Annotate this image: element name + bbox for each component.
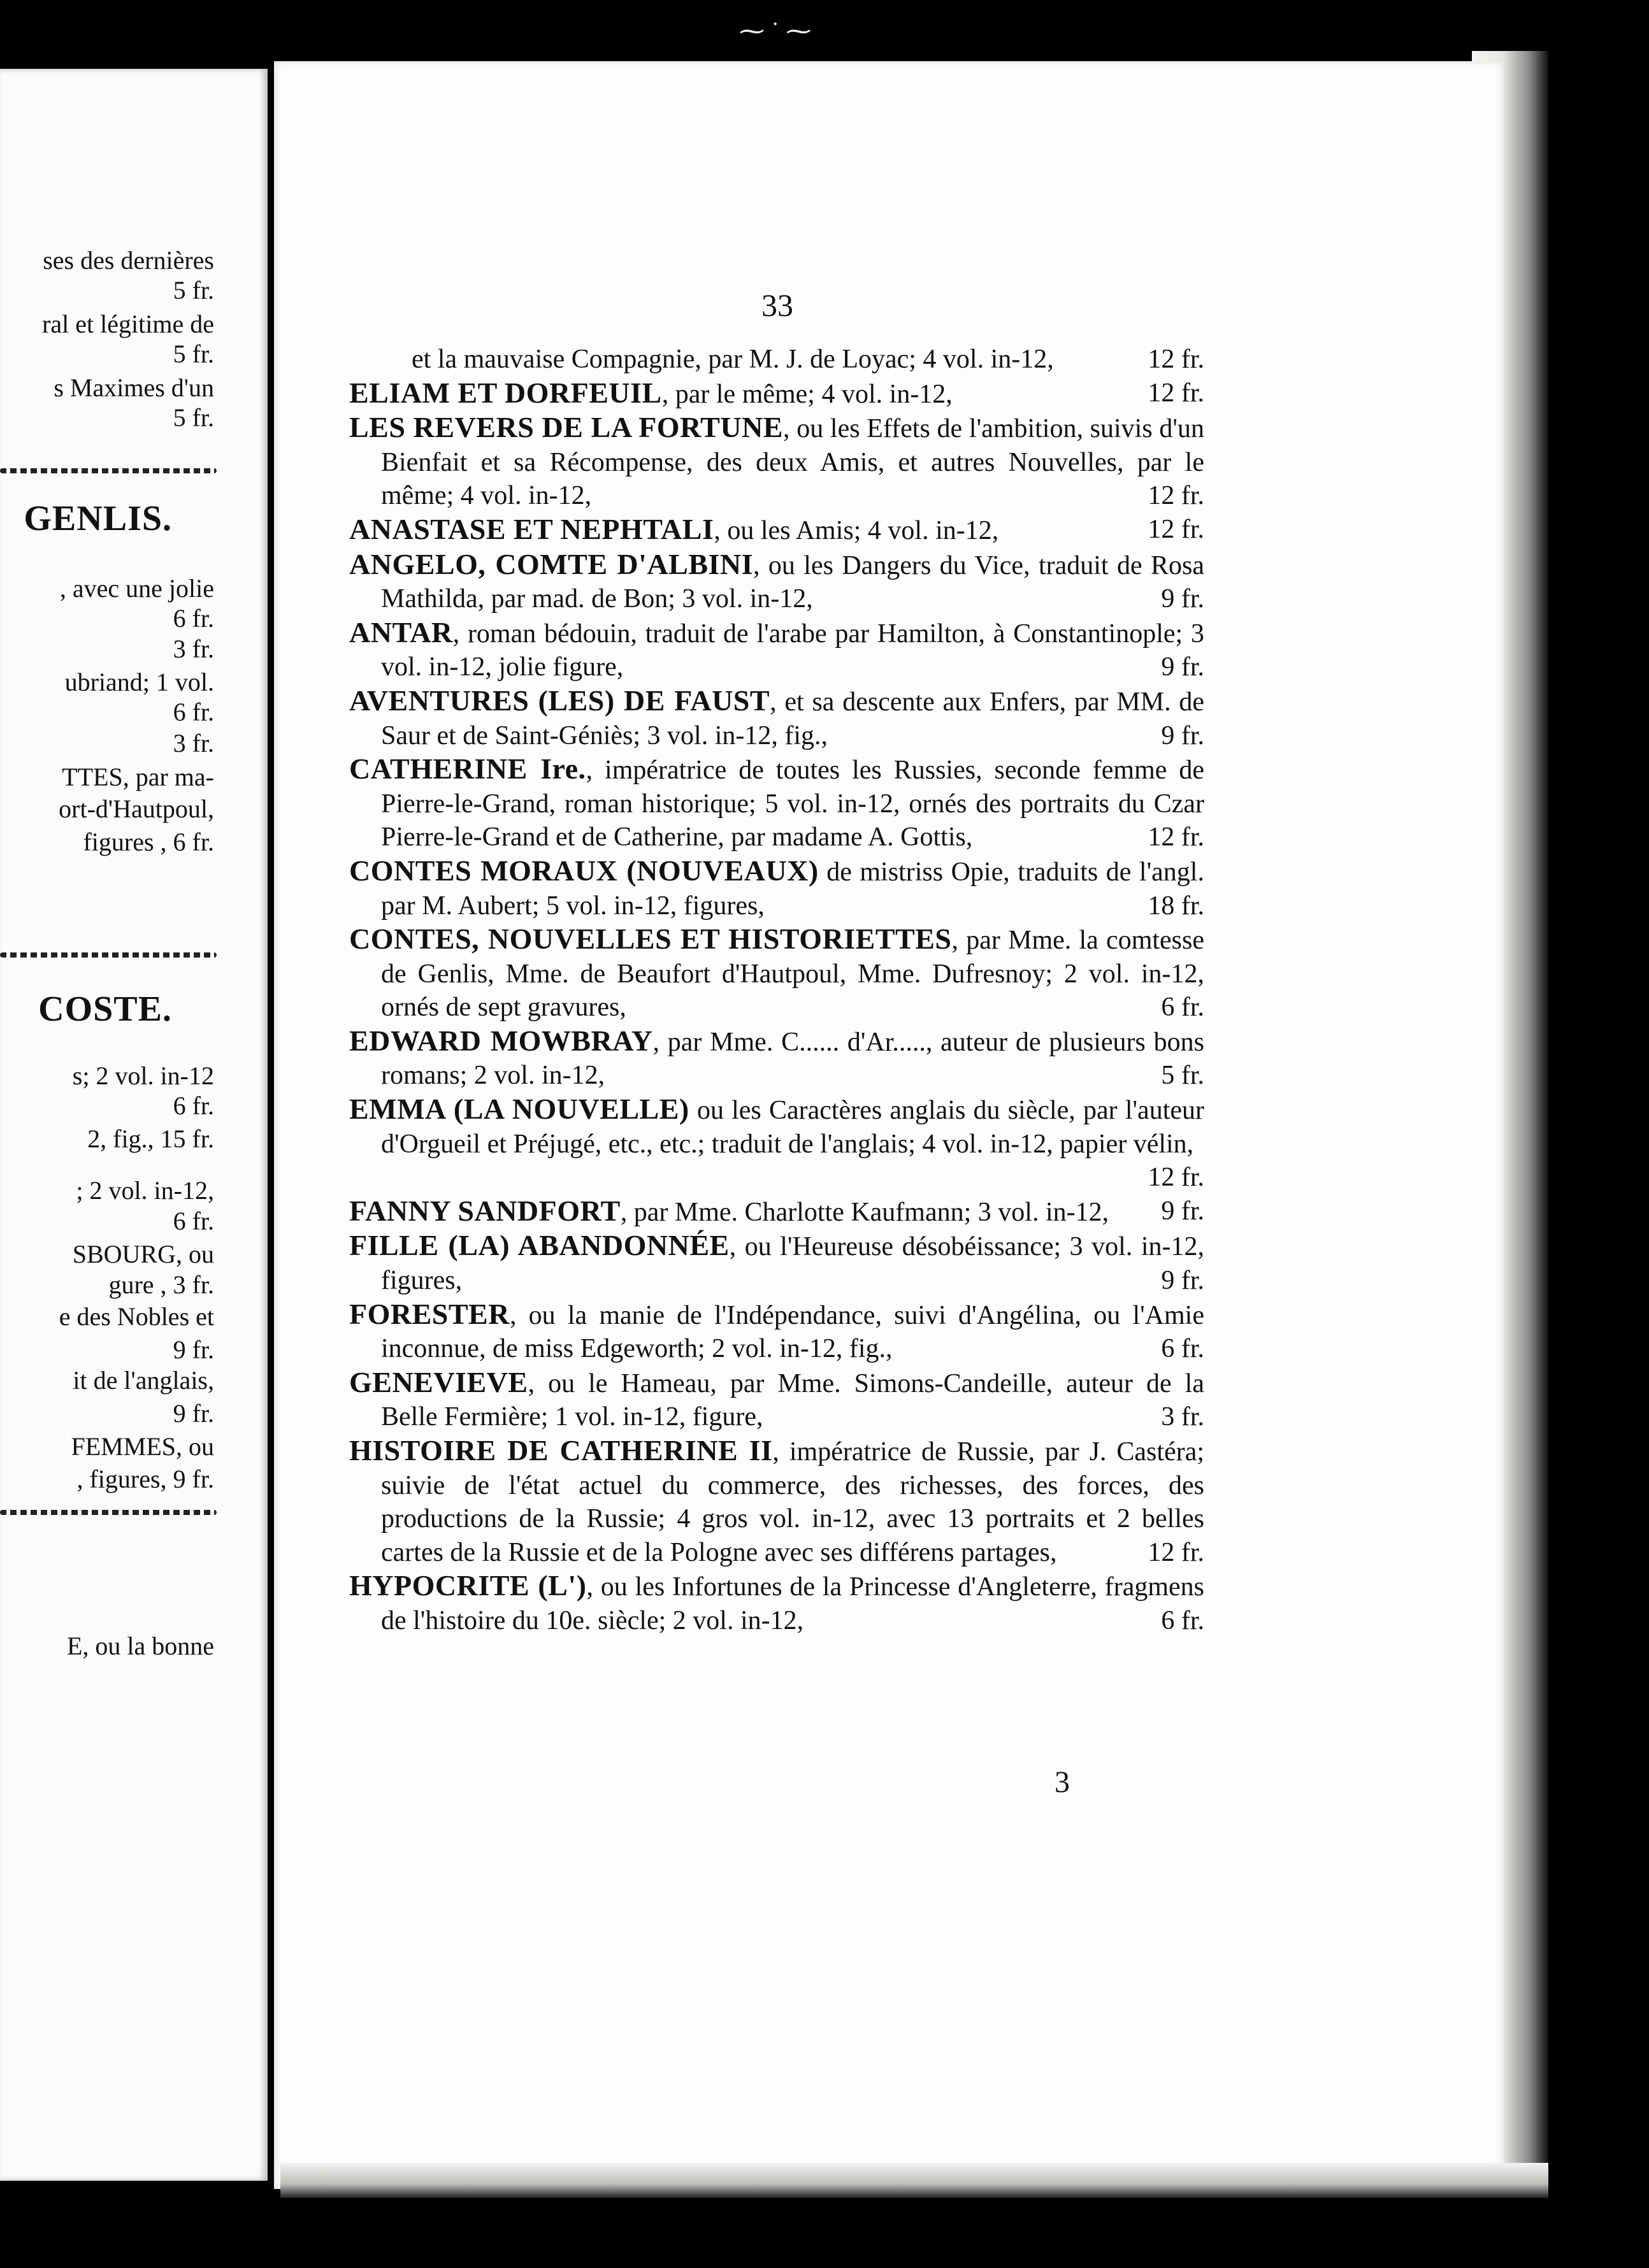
- entry-title: ANGELO, COMTE D'ALBINI: [349, 547, 754, 580]
- left-text-line: gure , 3 fr.: [108, 1270, 214, 1299]
- entry-description: , et sa descente aux Enfers, par MM. de Saur et de Saint-Géniès; 3 vol. in-12, fig.,: [381, 687, 1205, 750]
- catalogue-entry: [349, 513, 1204, 548]
- entry-price: 12 fr.: [1148, 822, 1204, 852]
- left-text-line: ubriand; 1 vol.: [64, 668, 214, 696]
- entry-description: , ou la manie de l'Indépendance, suivi d'Angélina, ou l'Amie inconnue, de miss Edgeworth; 2 vol. in-12, fig.,: [381, 1300, 1204, 1364]
- entry-price: 6 fr.: [1161, 1334, 1204, 1364]
- entry-description: , ou les Effets de l'ambition, suivis d'un Bienfait et sa Récompense, des deux Amis, et autres Nouvelles, par le même; 4 vol. in-12,: [381, 414, 1204, 511]
- entry-price: 12 fr.: [1148, 1537, 1204, 1567]
- left-text-line: 6 fr.: [173, 1091, 214, 1120]
- entry-description: , roman bédouin, traduit de l'arabe par Hamilton, à Constantinople; 3 vol. in-12, jolie figure,: [381, 619, 1204, 682]
- entry-description: et la mauvaise Compagnie, par M. J. de Loyac; 4 vol. in-12,: [412, 345, 1054, 374]
- entry-price: 12 fr.: [1148, 378, 1204, 408]
- left-text-line: , avec une jolie: [59, 574, 214, 603]
- left-text-line: , figures, 9 fr.: [76, 1465, 214, 1493]
- left-text-line: it de l'anglais,: [73, 1366, 214, 1395]
- left-text-line: SBOURG, ou: [72, 1240, 214, 1268]
- entry-price: 12 fr.: [1148, 481, 1204, 511]
- entry-description: , par Mme. la comtesse de Genlis, Mme. de Beaufort d'Hautpoul, Mme. Dufresnoy; 2 vol. in-12, ornés de sept gravures,: [381, 926, 1205, 1023]
- entry-title: AVENTURES (LES) DE FAUST: [349, 684, 770, 717]
- entry-title: EMMA (LA NOUVELLE): [349, 1093, 689, 1126]
- left-text-line: 9 fr.: [173, 1399, 214, 1428]
- left-text-line: 5 fr.: [173, 403, 214, 432]
- entry-title: EDWARD MOWBRAY: [349, 1024, 653, 1057]
- entry-price: 12 fr.: [1148, 1163, 1204, 1193]
- entry-description: , impératrice de toutes les Russies, seconde femme de Pierre-le-Grand, roman historique; 5 vol. in-12, ornés des portraits du Czar Pierre-le-Grand et de Catherine, par madame A. Gottis,: [381, 756, 1204, 852]
- left-text-line: 3 fr.: [173, 635, 214, 663]
- catalogue-entry: [349, 1229, 1204, 1297]
- entry-price: 3 fr.: [1161, 1402, 1204, 1432]
- left-text-line: 6 fr.: [173, 1207, 214, 1235]
- left-text-line: 9 fr.: [173, 1335, 214, 1364]
- left-text-line: ; 2 vol. in-12,: [76, 1176, 214, 1205]
- left-text-line: s Maximes d'un: [54, 373, 214, 402]
- left-section-heading: GENLIS.: [24, 499, 172, 538]
- entry-title: CATHERINE Ire.: [349, 752, 586, 786]
- catalogue-entry: [349, 1569, 1204, 1637]
- left-text-line: 2, fig., 15 fr.: [87, 1124, 214, 1153]
- entry-price: 9 fr.: [1161, 1196, 1204, 1226]
- left-text-line: e des Nobles et: [59, 1302, 214, 1331]
- entry-description: , ou les Infortunes de la Princesse d'Angleterre, fragmens de l'histoire du 10e. siècle; 2 vol. in-12,: [381, 1572, 1204, 1635]
- entry-description: , ou les Dangers du Vice, traduit de Rosa Mathilda, par mad. de Bon; 3 vol. in-12,: [381, 550, 1204, 614]
- left-text-line: 6 fr.: [173, 604, 214, 633]
- entry-title: HISTOIRE DE CATHERINE II: [349, 1434, 773, 1467]
- entry-price: 12 fr.: [1148, 514, 1204, 544]
- catalogue-entry: [349, 616, 1204, 684]
- left-text-line: 6 fr.: [173, 698, 214, 726]
- ornamental-rule: [0, 1510, 217, 1515]
- left-text-line: FEMMES, ou: [71, 1432, 214, 1461]
- signature-mark: 3: [1055, 1765, 1070, 1799]
- entry-price: 9 fr.: [1161, 721, 1204, 750]
- catalogue-entry: [349, 854, 1204, 922]
- entry-price: 9 fr.: [1161, 652, 1204, 682]
- catalogue-entry: [349, 411, 1204, 513]
- entry-description: , par Mme. C...... d'Ar....., auteur de plusieurs bons romans; 2 vol. in-12,: [381, 1027, 1204, 1091]
- entry-price: 6 fr.: [1161, 993, 1204, 1023]
- left-text-line: ses des dernières: [43, 246, 214, 275]
- page-number: 33: [761, 287, 793, 323]
- entry-price: 5 fr.: [1161, 1061, 1204, 1091]
- entry-description: ou les Caractères anglais du siècle, par l'auteur d'Orgueil et Préjugé, etc., etc.; traduit de l'anglais; 4 vol. in-12, papier vélin,: [381, 1096, 1204, 1159]
- catalogue-entry: [349, 1434, 1204, 1569]
- entry-price: 9 fr.: [1161, 584, 1204, 614]
- entry-title: FILLE (LA) ABANDONNÉE: [349, 1229, 730, 1262]
- catalogue-entry: [349, 684, 1204, 752]
- ornamental-rule: [0, 468, 217, 473]
- left-text-line: 3 fr.: [173, 729, 214, 757]
- left-text-line: 5 fr.: [173, 276, 214, 305]
- entry-title: CONTES MORAUX (NOUVEAUX): [349, 854, 819, 887]
- entry-title: ANASTASE ET NEPHTALI: [349, 512, 714, 545]
- left-page-fragment: [0, 69, 268, 2181]
- catalogue-entry: [349, 343, 1204, 377]
- entry-description: , ou l'Heureuse désobéissance; 3 vol. in-12, figures,: [381, 1232, 1204, 1296]
- entry-description: , impératrice de Russie, par J. Castéra; suivie de l'état actuel du commerce, des richesses, des forces, des productions de la Russie; 4 gros vol. in-12, avec 13 portraits et 2 belles cartes de la Russie et de la Pologne avec ses différens partages,: [381, 1437, 1205, 1567]
- entry-description: , ou le Hameau, par Mme. Simons-Candeille, auteur de la Belle Fermière; 1 vol. in-12, figure,: [381, 1368, 1204, 1432]
- entry-title: FANNY SANDFORT: [349, 1194, 621, 1227]
- entry-title: LES REVERS DE LA FORTUNE: [349, 411, 783, 444]
- entry-description: , par Mme. Charlotte Kaufmann; 3 vol. in-12,: [620, 1197, 1109, 1227]
- entry-title: ANTAR: [349, 615, 453, 649]
- top-margin-specks: ⁓ ˙ ⁓: [739, 17, 812, 45]
- catalogue-entry: [349, 1024, 1204, 1093]
- entry-price: 18 fr.: [1148, 891, 1204, 921]
- catalogue-entry: [349, 1366, 1204, 1434]
- left-text-line: E, ou la bonne: [66, 1632, 214, 1660]
- left-text-line: 5 fr.: [173, 340, 214, 368]
- catalogue-entry: [349, 922, 1204, 1024]
- catalogue-entry: [349, 377, 1204, 412]
- left-text-line: s; 2 vol. in-12: [72, 1061, 214, 1090]
- left-text-line: figures , 6 fr.: [83, 828, 214, 856]
- entry-description: , ou les Amis; 4 vol. in-12,: [714, 515, 999, 545]
- entry-description: de mistriss Opie, traduits de l'angl. par M. Aubert; 5 vol. in-12, figures,: [381, 857, 1204, 921]
- entry-title: ELIAM ET DORFEUIL: [349, 376, 662, 409]
- catalogue-entry: [349, 1093, 1204, 1195]
- catalogue-entry: [349, 548, 1204, 616]
- entry-title: HYPOCRITE (L'): [349, 1569, 587, 1602]
- entry-title: FORESTER: [349, 1297, 510, 1330]
- catalogue-entry: [349, 752, 1204, 854]
- left-text-line: ort-d'Hautpoul,: [59, 794, 214, 823]
- entry-title: GENEVIEVE: [349, 1365, 528, 1398]
- entry-title: CONTES, NOUVELLES ET HISTORIETTES: [349, 922, 952, 956]
- entry-description: , par le même; 4 vol. in-12,: [661, 379, 953, 409]
- left-text-line: TTES, par ma-: [62, 763, 214, 791]
- bottom-page-edge: [280, 2163, 1548, 2198]
- catalogue-entries: [349, 343, 1204, 1638]
- left-text-line: ral et légitime de: [42, 310, 214, 338]
- ornamental-rule: [0, 952, 217, 958]
- catalogue-entry: [349, 1195, 1204, 1230]
- entry-price: 12 fr.: [1148, 345, 1204, 374]
- catalogue-entry: [349, 1298, 1204, 1366]
- entry-price: 9 fr.: [1161, 1266, 1204, 1296]
- entry-price: 6 fr.: [1161, 1605, 1204, 1635]
- left-section-heading: COSTE.: [38, 989, 172, 1029]
